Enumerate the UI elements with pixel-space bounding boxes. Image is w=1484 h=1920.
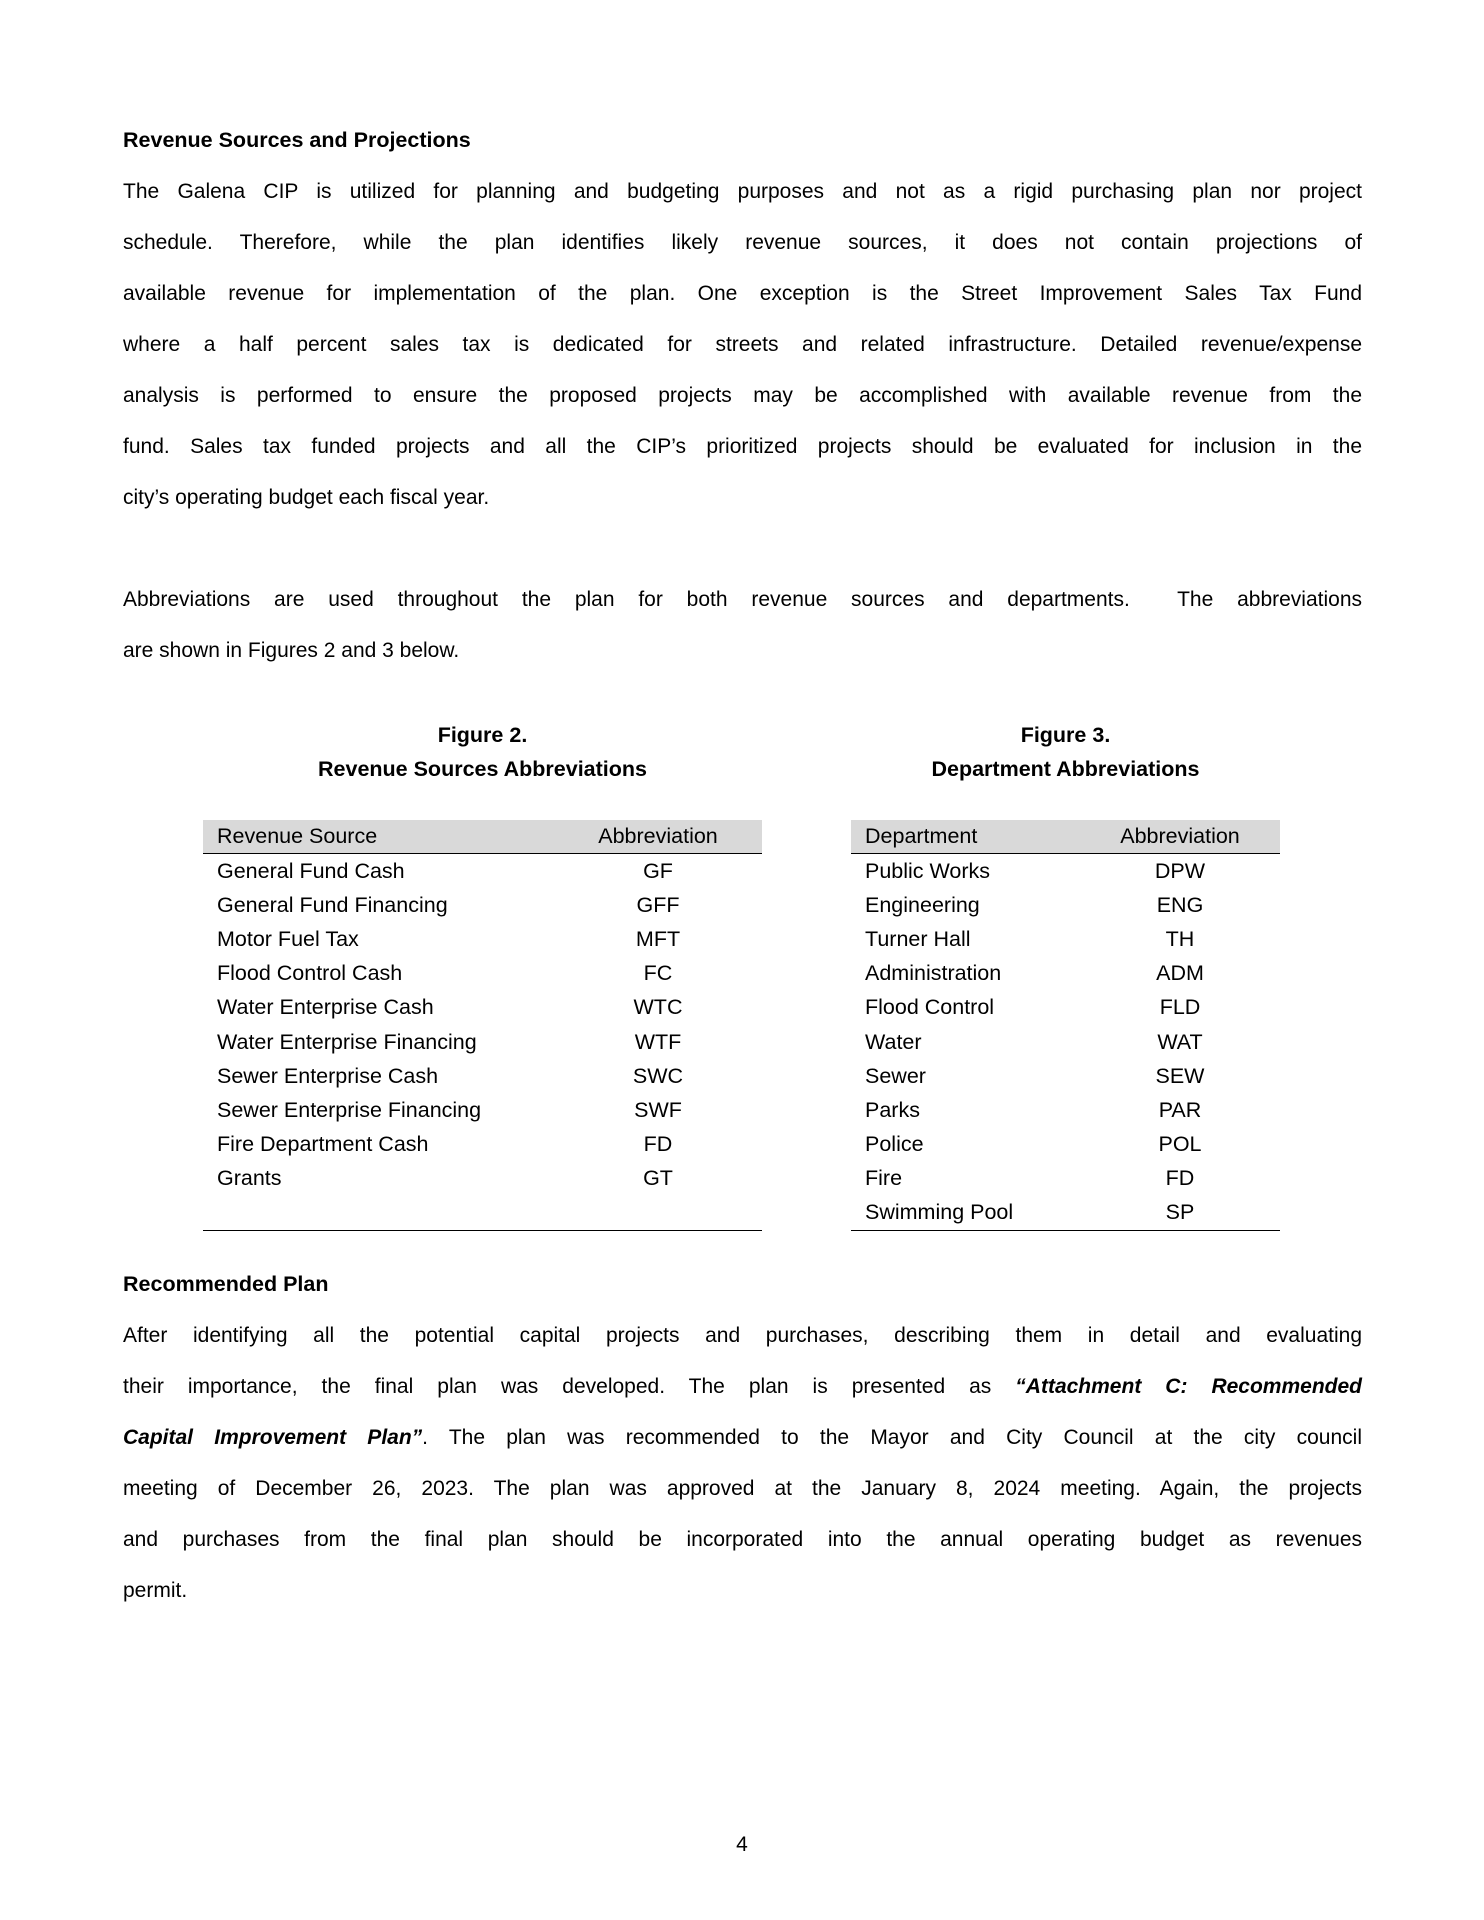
cell-abbreviation: FD (643, 1132, 673, 1157)
cell-abbreviation: PAR (1158, 1097, 1202, 1122)
table-row (203, 888, 762, 922)
attachment-reference: “Attachment C: Recommended (1015, 1375, 1362, 1398)
figure-2-caption (203, 718, 762, 786)
cell-name: Sewer Enterprise Cash (217, 1063, 439, 1088)
paragraph-line: where a half percent sales tax is dedicated for streets and related infrastructure. Detailed revenue/expense (123, 333, 1362, 356)
cell-abbreviation: WTF (634, 1029, 682, 1054)
cell-name: Water Enterprise Cash (217, 995, 434, 1020)
figure-3-caption (851, 718, 1280, 786)
cell-abbreviation: MFT (635, 926, 681, 951)
revenue-sources-section (123, 115, 1362, 676)
paragraph-line: fund. Sales tax funded projects and all the CIP’s prioritized projects should be evaluated for inclusion in the (123, 435, 1362, 458)
cell-abbreviation: ADM (1156, 961, 1204, 986)
cell-abbreviation: FC (643, 961, 673, 986)
blank-line (123, 523, 1362, 574)
paragraph-line: and purchases from the final plan should be incorporated into the annual operating budget as revenues (123, 1528, 1362, 1551)
line-text: their importance, the final plan was developed. The plan is presented as (123, 1375, 1016, 1398)
section-heading: Revenue Sources and Projections (123, 128, 471, 152)
cell-name: Fire Department Cash (217, 1132, 429, 1157)
cell-name: Police (865, 1132, 924, 1157)
attachment-reference: Capital Improvement Plan” (123, 1426, 423, 1449)
cell-name: Motor Fuel Tax (217, 926, 359, 951)
table-body (851, 854, 1280, 1230)
paragraph-line: permit. (123, 1579, 188, 1602)
cell-name: Administration (865, 961, 1002, 986)
cell-name: Engineering (865, 892, 980, 917)
table-row (851, 888, 1280, 922)
paragraph-line: city’s operating budget each fiscal year. (123, 486, 490, 509)
table-row (851, 1093, 1280, 1127)
figure-3-label: Figure 3. (1020, 723, 1111, 747)
table-row (851, 957, 1280, 991)
table-row (203, 1059, 762, 1093)
cell-abbreviation: SP (1165, 1200, 1195, 1225)
figure-3-title: Department Abbreviations (931, 757, 1200, 781)
cell-abbreviation: WAT (1157, 1029, 1203, 1054)
cell-name: Water Enterprise Financing (217, 1029, 477, 1054)
table-row (203, 922, 762, 956)
cell-abbreviation: POL (1158, 1132, 1202, 1157)
table-body (203, 854, 762, 1230)
cell-name: Turner Hall (865, 926, 971, 951)
column-header-department: Department (865, 824, 978, 848)
table-row (851, 1196, 1280, 1230)
table-header (203, 820, 762, 854)
table-row (851, 1162, 1280, 1196)
paragraph-line: After identifying all the potential capital projects and purchases, describing them in detail and evaluating (123, 1324, 1362, 1347)
line-text: . The plan was recommended to the Mayor and City Council at the city council (422, 1426, 1362, 1449)
column-header-abbreviation: Abbreviation (598, 824, 718, 848)
cell-name: General Fund Cash (217, 858, 405, 883)
paragraph-line: Abbreviations are used throughout the plan for both revenue sources and departments. The abbreviations (123, 588, 1362, 611)
table-row (203, 854, 762, 888)
cell-abbreviation: SWC (632, 1063, 684, 1088)
table-row (203, 1025, 762, 1059)
cell-abbreviation: FLD (1159, 995, 1201, 1020)
cell-abbreviation: GFF (636, 892, 680, 917)
cell-name: Sewer Enterprise Financing (217, 1097, 482, 1122)
cell-name: Flood Control (865, 995, 995, 1020)
table-row (203, 1128, 762, 1162)
empty-row (203, 1196, 762, 1230)
column-header-abbreviation: Abbreviation (1120, 824, 1240, 848)
cell-abbreviation: DPW (1154, 858, 1206, 883)
paragraph-line (123, 1361, 1362, 1412)
paragraph-line: The Galena CIP is utilized for planning and budgeting purposes and not as a rigid purchasing plan nor project (123, 180, 1362, 203)
table-row (203, 1093, 762, 1127)
paragraph-line: are shown in Figures 2 and 3 below. (123, 639, 460, 662)
page-number: 4 (736, 1833, 748, 1856)
section-heading: Recommended Plan (123, 1272, 329, 1296)
table-row (851, 1128, 1280, 1162)
cell-name: Swimming Pool (865, 1200, 1014, 1225)
cell-name: Grants (217, 1166, 282, 1191)
figure-2-label: Figure 2. (437, 723, 528, 747)
column-header-revenue-source: Revenue Source (217, 824, 378, 848)
table-row (851, 1059, 1280, 1093)
table-header (851, 820, 1280, 854)
revenue-sources-table (203, 820, 762, 1231)
cell-name: Fire (865, 1166, 903, 1191)
cell-abbreviation: WTC (633, 995, 683, 1020)
table-row (851, 1025, 1280, 1059)
cell-abbreviation: GT (643, 1166, 673, 1191)
cell-abbreviation: FD (1165, 1166, 1195, 1191)
figure-2-title: Revenue Sources Abbreviations (318, 757, 647, 781)
cell-name: Flood Control Cash (217, 961, 403, 986)
cell-name: Parks (865, 1097, 920, 1122)
paragraph-line: schedule. Therefore, while the plan identifies likely revenue sources, it does not contain projections of (123, 231, 1362, 254)
table-row (203, 991, 762, 1025)
table-row (851, 991, 1280, 1025)
cell-name: Public Works (865, 858, 991, 883)
cell-abbreviation: ENG (1156, 892, 1204, 917)
department-table (851, 820, 1280, 1231)
paragraph-line: available revenue for implementation of the plan. One exception is the Street Improvement Sales Tax Fund (123, 282, 1362, 305)
cell-abbreviation: TH (1165, 926, 1195, 951)
table-row (851, 854, 1280, 888)
cell-name: Water (865, 1029, 922, 1054)
cell-abbreviation: SWF (634, 1097, 682, 1122)
cell-name: General Fund Financing (217, 892, 448, 917)
cell-abbreviation: SEW (1155, 1063, 1205, 1088)
table-row (203, 957, 762, 991)
cell-abbreviation: GF (643, 858, 673, 883)
cell-name: Sewer (865, 1063, 926, 1088)
table-row (203, 1162, 762, 1196)
paragraph-line: analysis is performed to ensure the proposed projects may be accomplished with available revenue from the (123, 384, 1362, 407)
paragraph-line: meeting of December 26, 2023. The plan was approved at the January 8, 2024 meeting. Again, the projects (123, 1477, 1362, 1500)
paragraph-line (123, 1412, 1362, 1463)
table-row (851, 922, 1280, 956)
recommended-plan-section (123, 1259, 1362, 1616)
